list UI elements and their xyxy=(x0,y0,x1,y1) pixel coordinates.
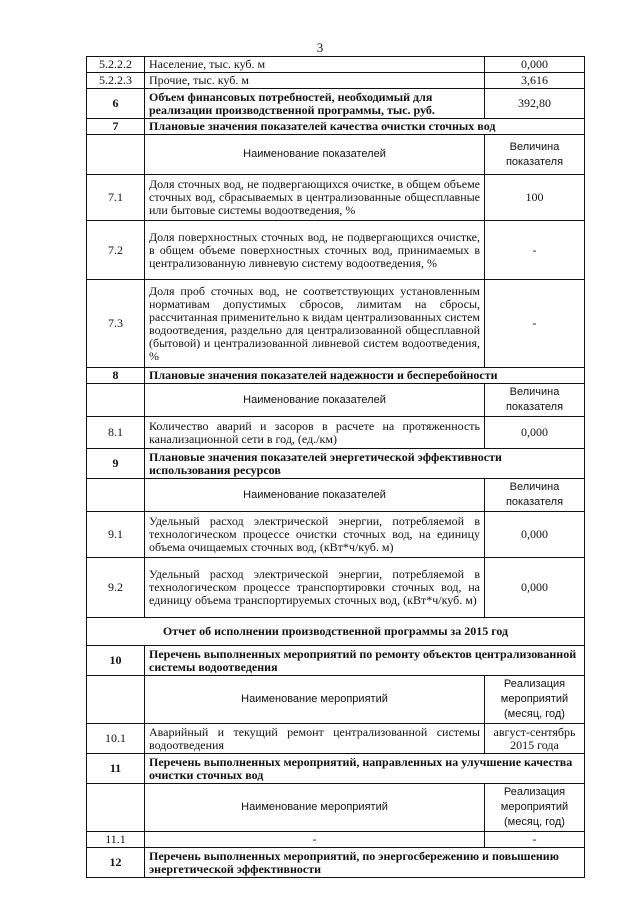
section-title: Перечень выполненных мероприятий по ремонту объектов централизованной системы водоотведения xyxy=(145,646,585,676)
row-number: 11.1 xyxy=(87,832,145,848)
section-number: 8 xyxy=(87,368,145,384)
row-text: Доля сточных вод, не подвергающихся очистке, в общем объеме сточных вод, сбрасываемых в централизованные общесплавные или бытовые системы водоотведения, % xyxy=(145,175,485,221)
row-text: Количество аварий и засоров в расчете на протяженность канализационной сети в год, (ед./км) xyxy=(145,417,485,449)
section-row xyxy=(87,646,585,676)
column-header-value: Реализация мероприятий (месяц, год) xyxy=(485,784,585,832)
column-header-row xyxy=(87,784,585,832)
program-table xyxy=(86,56,585,878)
section-number: 12 xyxy=(87,848,145,878)
table-row xyxy=(87,221,585,280)
column-header-name: Наименование показателей xyxy=(145,384,485,417)
table-row xyxy=(87,73,585,89)
table-row xyxy=(87,175,585,221)
column-header-name: Наименование показателей xyxy=(145,135,485,175)
column-header-row xyxy=(87,384,585,417)
row-value: 0,000 xyxy=(485,558,585,618)
section-title: Плановые значения показателей энергетической эффективности использования ресурсов xyxy=(145,449,585,479)
section-number: 10 xyxy=(87,646,145,676)
row-number: 5.2.2.3 xyxy=(87,73,145,89)
column-header-value: Величина показателя xyxy=(485,384,585,417)
row-text: Аварийный и текущий ремонт централизованной системы водоотведения xyxy=(145,724,485,754)
section-number: 7 xyxy=(87,119,145,135)
column-header-name: Наименование показателей xyxy=(145,479,485,512)
column-header-name: Наименование мероприятий xyxy=(145,784,485,832)
column-header-value: Величина показателя xyxy=(485,135,585,175)
column-header-row xyxy=(87,479,585,512)
section-row xyxy=(87,119,585,135)
section-row xyxy=(87,368,585,384)
report-title: Отчет об исполнении производственной программы за 2015 год xyxy=(87,618,585,646)
section-title: Перечень выполненных мероприятий, по энергосбережению и повышению энергетической эффективности xyxy=(145,848,585,878)
row-number: 10.1 xyxy=(87,724,145,754)
table-row xyxy=(87,280,585,368)
table-row xyxy=(87,57,585,73)
section-title: Перечень выполненных мероприятий, направленных на улучшение качества очистки сточных вод xyxy=(145,754,585,784)
row-text: Удельный расход электрической энергии, потребляемой в технологическом процессе очистки сточных вод, на единицу объема очищаемых сточных вод, (кВт*ч/куб. м) xyxy=(145,512,485,558)
row-text: Население, тыс. куб. м xyxy=(145,57,485,73)
column-header-row xyxy=(87,676,585,724)
row-number: 7.1 xyxy=(87,175,145,221)
table-row xyxy=(87,417,585,449)
row-value: 100 xyxy=(485,175,585,221)
row-number: 7.2 xyxy=(87,221,145,280)
section-number: 11 xyxy=(87,754,145,784)
row-value: - xyxy=(485,280,585,368)
report-title-row xyxy=(87,618,585,646)
page-number: 3 xyxy=(316,40,324,55)
section-title: Плановые значения показателей надежности и бесперебойности xyxy=(145,368,585,384)
row-text: Доля проб сточных вод, не соответствующих установленным нормативам допустимых сбросов, лимитам на сбросы, рассчитанная применительно к видам централизованных систем водоотведения, раздельно для централизованной общесплавной (бытовой) и централизованной ливневой систем водоотведения, % xyxy=(145,280,485,368)
row-value: 0,000 xyxy=(485,57,585,73)
row-value: 392,80 xyxy=(485,89,585,119)
section-number: 9 xyxy=(87,449,145,479)
section-number: 6 xyxy=(87,89,145,119)
table-row xyxy=(87,832,585,848)
table-row xyxy=(87,89,585,119)
column-header-value: Реализация мероприятий (месяц, год) xyxy=(485,676,585,724)
column-header-name: Наименование мероприятий xyxy=(145,676,485,724)
row-number: 9.1 xyxy=(87,512,145,558)
row-text: Доля поверхностных сточных вод, не подвергающихся очистке, в общем объеме поверхностных сточных вод, принимаемых в централизованную ливневую систему водоотведения, % xyxy=(145,221,485,280)
section-title: Плановые значения показателей качества очистки сточных вод xyxy=(145,119,585,135)
row-value: август-сентябрь 2015 года xyxy=(485,724,585,754)
column-header-row xyxy=(87,135,585,175)
row-text: Прочие, тыс. куб. м xyxy=(145,73,485,89)
row-text: - xyxy=(145,832,485,848)
row-text: Удельный расход электрической энергии, потребляемой в технологическом процессе транспортировки сточных вод, на единицу объема транспортируемых сточных вод, (кВт*ч/куб. м) xyxy=(145,558,485,618)
row-text: Объем финансовых потребностей, необходимый для реализации производственной программы, тыс. руб. xyxy=(145,89,485,119)
section-row xyxy=(87,848,585,878)
row-number: 7.3 xyxy=(87,280,145,368)
row-number: 5.2.2.2 xyxy=(87,57,145,73)
row-value: - xyxy=(485,832,585,848)
row-value: - xyxy=(485,221,585,280)
row-value: 0,000 xyxy=(485,417,585,449)
row-value: 3,616 xyxy=(485,73,585,89)
table-row xyxy=(87,724,585,754)
column-header-value: Величина показателя xyxy=(485,479,585,512)
row-value: 0,000 xyxy=(485,512,585,558)
section-row xyxy=(87,754,585,784)
section-row xyxy=(87,449,585,479)
table-row xyxy=(87,512,585,558)
row-number: 9.2 xyxy=(87,558,145,618)
row-number: 8.1 xyxy=(87,417,145,449)
table-row xyxy=(87,558,585,618)
